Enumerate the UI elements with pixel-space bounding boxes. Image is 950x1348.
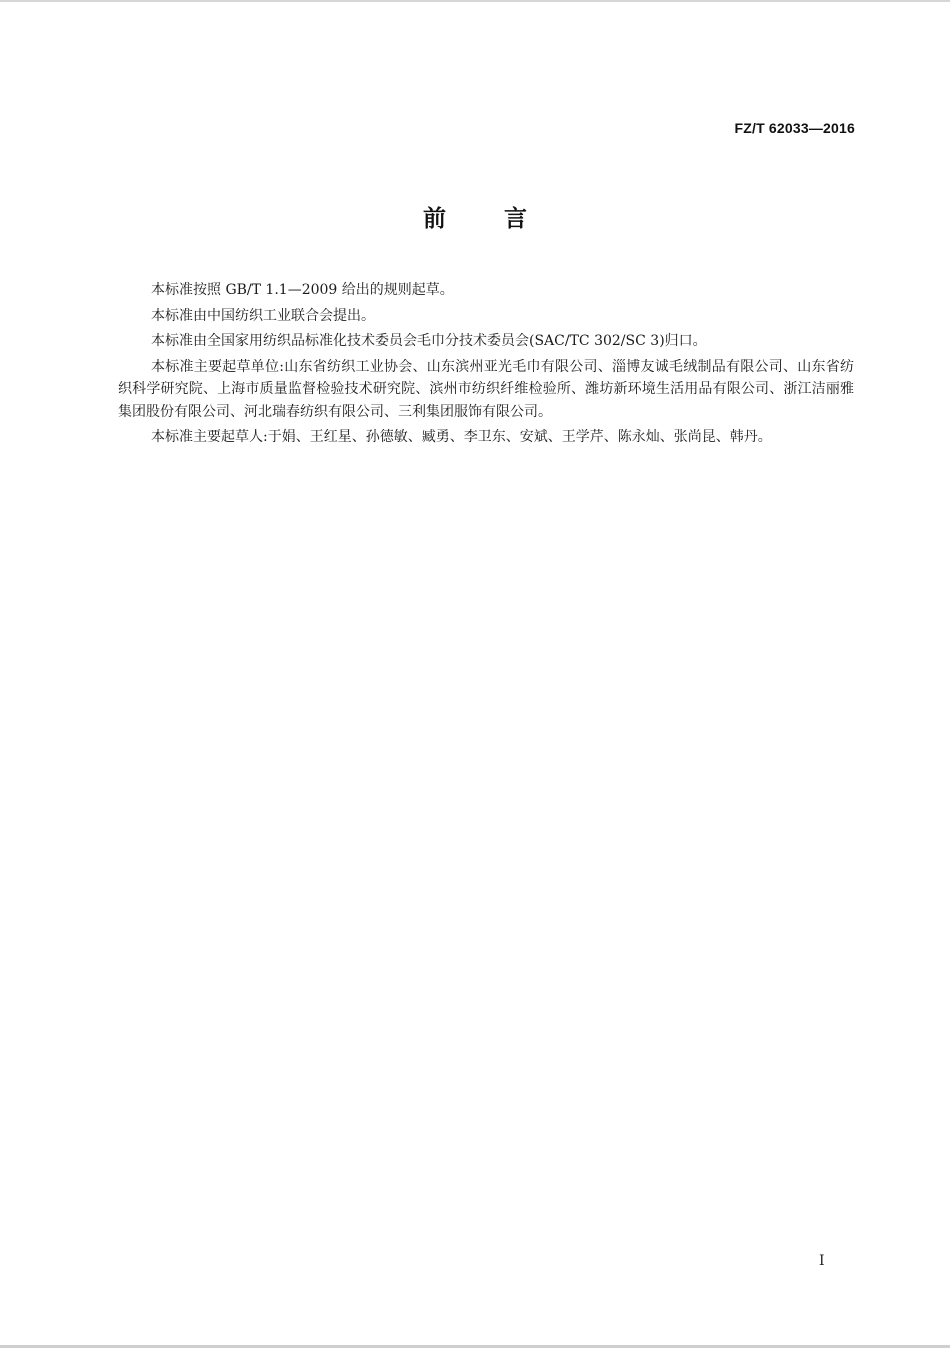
paragraph-drafting-rules: 本标准按照 GB/T 1.1—2009 给出的规则起草。 <box>151 282 454 298</box>
paragraph-drafting-units: 本标准主要起草单位:山东省纺织工业协会、山东滨州亚光毛巾有限公司、淄博友诚毛绒制品有限公司、山东省纺织科学研究院、上海市质量监督检验技术研究院、滨州市纺织纤维检验所、潍坊新环境生活用品有限公司、浙江洁丽雅集团股份有限公司、河北瑞春纺织有限公司、三利集团服饰有限公司。 <box>118 358 854 420</box>
paragraph-proposer: 本标准由中国纺织工业联合会提出。 <box>151 307 375 324</box>
paragraph-administration: 本标准由全国家用纺织品标准化技术委员会毛巾分技术委员会(SAC/TC 302/SC 3)归口。 <box>151 333 707 349</box>
page-number: I <box>819 1253 825 1269</box>
standard-code: FZ/T 62033—2016 <box>734 120 855 136</box>
paragraph-drafters: 本标准主要起草人:于娟、王红星、孙德敏、臧勇、李卫东、安斌、王学芹、陈永灿、张尚昆、韩丹。 <box>151 429 772 445</box>
page-title: 前言 <box>423 206 585 232</box>
foreword-body <box>118 279 854 452</box>
